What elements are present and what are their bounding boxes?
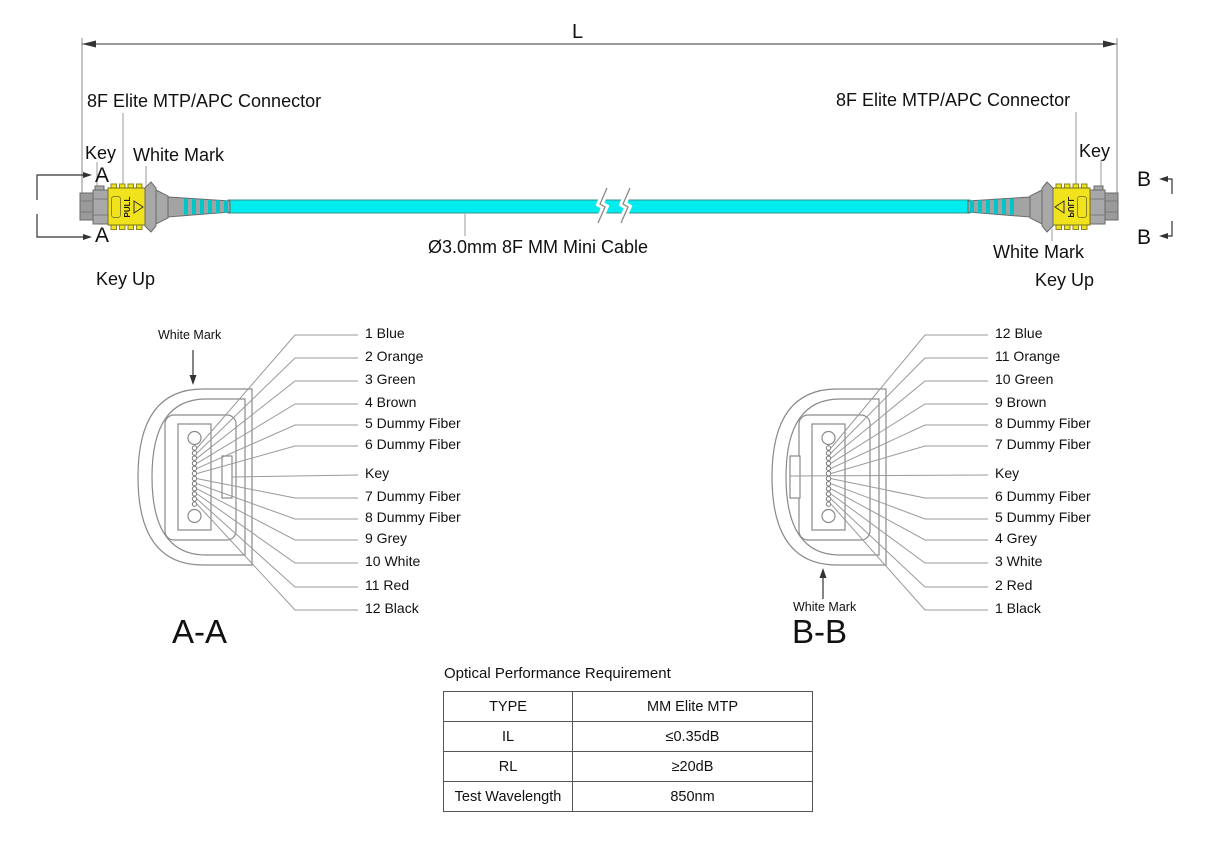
face-a-title: A-A (172, 613, 228, 650)
dimension-arrow-left (82, 41, 96, 48)
ferrule-tip (80, 193, 93, 220)
face-b-label-4: 9 Brown (995, 394, 1047, 410)
face-b-label-8: 5 Dummy Fiber (995, 509, 1091, 525)
connector-flange (145, 182, 156, 232)
dimension-label: L (572, 21, 584, 43)
face-b-guide-hole-bottom (822, 510, 835, 523)
face-a-label-5: 5 Dummy Fiber (365, 415, 461, 431)
face-a-label-3: 3 Green (365, 371, 416, 387)
spec-table (443, 691, 813, 812)
face-a-label-8: 8 Dummy Fiber (365, 509, 461, 525)
face-a-label-9: 9 Grey (365, 530, 408, 546)
face-a-label-12: 12 Black (365, 600, 419, 616)
face-b-view (772, 389, 886, 599)
table-cell-param: IL (444, 722, 573, 752)
dimension-arrow-right (1103, 41, 1117, 48)
face-b-guide-hole-top (822, 432, 835, 445)
cable-label: Ø3.0mm 8F MM Mini Cable (428, 237, 649, 257)
connector-label-right: 8F Elite MTP/APC Connector (836, 90, 1071, 110)
face-a-guide-hole-bottom (188, 510, 201, 523)
table-cell-param: Test Wavelength (444, 782, 573, 812)
face-b-label-5: 8 Dummy Fiber (995, 415, 1091, 431)
mtp-connector-right (968, 182, 1118, 232)
face-a-label-2: 2 Orange (365, 348, 424, 364)
face-b-key (790, 456, 800, 498)
face-a-label-key: Key (365, 465, 390, 481)
face-b-label-11: 2 Red (995, 577, 1033, 593)
face-b-white-mark-arrowhead (820, 568, 827, 578)
white-mark-label-right: White Mark (993, 242, 1085, 262)
face-a-label-1: 1 Blue (365, 325, 405, 341)
face-b-title: B-B (792, 613, 848, 650)
section-b-top: B (1137, 168, 1152, 191)
face-a-label-6: 6 Dummy Fiber (365, 436, 461, 452)
section-a-top: A (95, 164, 110, 187)
face-a-label-11: 11 Red (365, 577, 410, 593)
face-a-guide-hole-top (188, 432, 201, 445)
section-b-bottom: B (1137, 226, 1152, 249)
spec-table-title: Optical Performance Requirement (444, 665, 671, 682)
face-b-label-3: 10 Green (995, 371, 1054, 387)
table-cell-param: TYPE (444, 692, 573, 722)
face-a-white-mark-arrowhead (190, 375, 197, 385)
face-b-label-1: 12 Blue (995, 325, 1043, 341)
face-b-label-7: 6 Dummy Fiber (995, 488, 1091, 504)
face-b-label-9: 4 Grey (995, 530, 1038, 546)
table-cell-value: ≥20dB (573, 752, 813, 782)
strain-relief-boot (168, 197, 230, 217)
table-row (444, 782, 813, 812)
connector-cone (156, 190, 168, 224)
key-label-right: Key (1079, 141, 1111, 161)
face-b-label-6: 7 Dummy Fiber (995, 436, 1091, 452)
face-a-label-10: 10 White (365, 553, 421, 569)
face-b-label-10: 3 White (995, 553, 1043, 569)
dimension-line-group (82, 38, 1117, 196)
table-row (444, 692, 813, 722)
connector-label-left: 8F Elite MTP/APC Connector (87, 91, 322, 111)
white-mark-label-left: White Mark (133, 145, 225, 165)
connector-body (93, 190, 108, 224)
key-up-label-left: Key Up (96, 269, 156, 289)
face-a-key (222, 456, 232, 498)
face-b-label-key: Key (995, 465, 1020, 481)
face-a-white-mark-label: White Mark (158, 328, 222, 342)
table-cell-value: 850nm (573, 782, 813, 812)
section-a-bottom: A (95, 224, 110, 247)
face-b-label-2: 11 Orange (995, 348, 1061, 364)
table-row (444, 752, 813, 782)
table-cell-value: MM Elite MTP (573, 692, 813, 722)
table-cell-value: ≤0.35dB (573, 722, 813, 752)
pull-tab-text: PULL (123, 196, 132, 218)
table-row (444, 722, 813, 752)
table-cell-param: RL (444, 752, 573, 782)
face-a-label-7: 7 Dummy Fiber (365, 488, 461, 504)
face-b-label-12: 1 Black (995, 600, 1041, 616)
key-up-label-right: Key Up (1035, 270, 1095, 290)
face-b-white-mark-label: White Mark (793, 600, 857, 614)
key-label-left: Key (85, 143, 117, 163)
face-a-label-4: 4 Brown (365, 394, 417, 410)
face-a-fan-lines (197, 335, 358, 610)
